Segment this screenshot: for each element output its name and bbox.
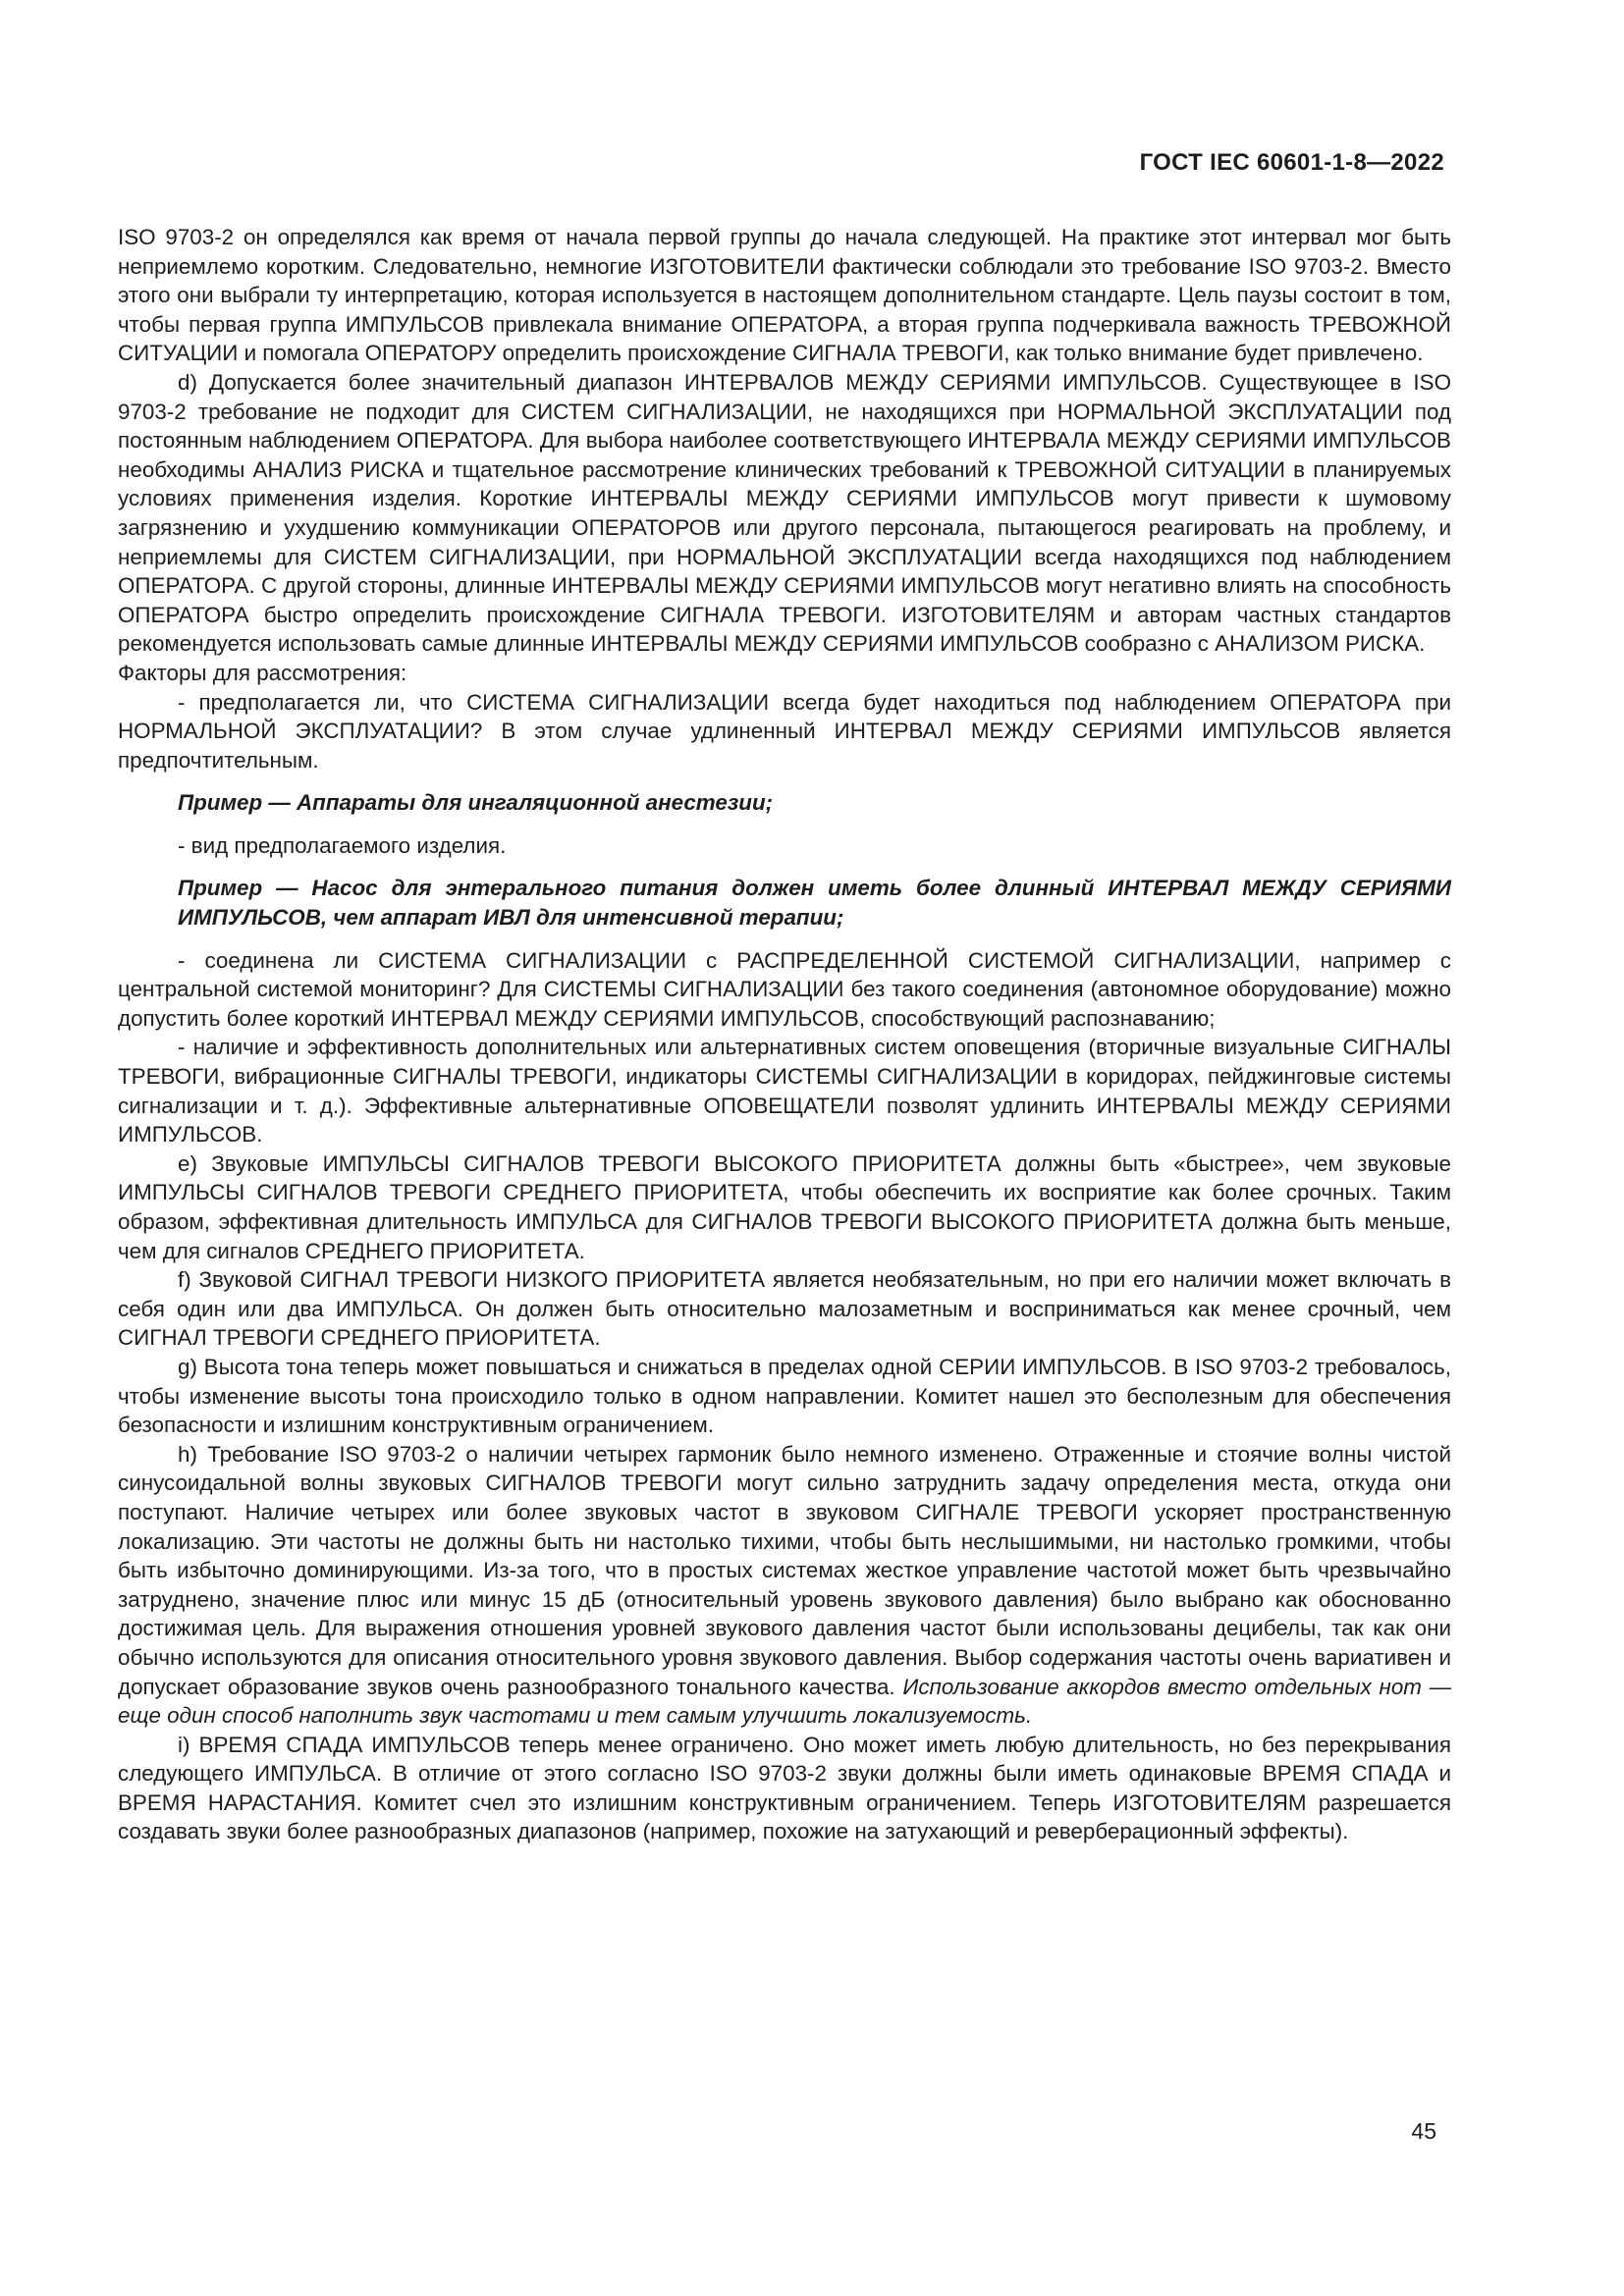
- paragraph-d: d) Допускается более значительный диапазон ИНТЕРВАЛОВ МЕЖДУ СЕРИЯМИ ИМПУЛЬСОВ. Существующее в ISO 9703-2 требование не подходит для СИСТЕМ СИГНАЛИЗАЦИИ, не находящихся при НОРМАЛЬНОЙ ЭКСПЛУАТАЦИИ под постоянным наблюдением ОПЕРАТОРА. Для выбора наиболее соответствующего ИНТЕРВАЛА МЕЖДУ СЕРИЯМИ ИМПУЛЬСОВ необходимы АНАЛИЗ РИСКА и тщательное рассмотрение клинических требований к ТРЕВОЖНОЙ СИТУАЦИИ в планируемых условиях применения изделия. Короткие ИНТЕРВАЛЫ МЕЖДУ СЕРИЯМИ ИМПУЛЬСОВ могут привести к шумовому загрязнению и ухудшению коммуникации ОПЕРАТОРОВ или другого персонала, пытающегося реагировать на проблему, и неприемлемы для СИСТЕМ СИГНАЛИЗАЦИИ, при НОРМАЛЬНОЙ ЭКСПЛУАТАЦИИ всегда находящихся под наблюдением ОПЕРАТОРА. С другой стороны, длинные ИНТЕРВАЛЫ МЕЖДУ СЕРИЯМИ ИМПУЛЬСОВ могут негативно влиять на способность ОПЕРАТОРА быстро определить происхождение СИГНАЛА ТРЕВОГИ. ИЗГОТОВИТЕЛЯМ и авторам частных стандартов рекомендуется использовать самые длинные ИНТЕРВАЛЫ МЕЖДУ СЕРИЯМИ ИМПУЛЬСОВ сообразно с АНАЛИЗОМ РИСКА.: [118, 369, 1451, 657]
- document-body: [118, 223, 1451, 1846]
- paragraph-h-text: h) Требование ISO 9703-2 о наличии четырех гармоник было немного изменено. Отраженные и стоячие волны чистой синусоидальной волны звуковых СИГНАЛОВ ТРЕВОГИ могут сильно затруднить задачу определения места, откуда они поступают. Наличие четырех или более звуковых частот в звуковом СИГНАЛЕ ТРЕВОГИ ускоряет пространственную локализацию. Эти частоты не должны быть ни настолько тихими, чтобы быть неслышимыми, ни настолько громкими, чтобы быть избыточно доминирующими. Из-за того, что в простых системах жесткое управление частотой может быть чрезвычайно затруднено, значение плюс или минус 15 дБ (относительный уровень звукового давления) было выбрано как обоснованно достижимая цель. Для выражения отношения уровней звукового давления частот были использованы децибелы, так как они обычно используются для описания относительного уровня звукового давления. Выбор содержания частоты очень вариативен и допускает образование звуков очень разнообразного тонального качества.: [118, 1441, 1451, 1699]
- list-item: - вид предполагаемого изделия.: [178, 832, 507, 858]
- example-note: Пример — Насос для энтерального питания должен иметь более длинный ИНТЕРВАЛ МЕЖДУ СЕРИЯМИ ИМПУЛЬСОВ, чем аппарат ИВЛ для интенсивной терапии;: [178, 876, 1451, 931]
- list-item: - наличие и эффективность дополнительных или альтернативных систем оповещения (вторичные визуальные СИГНАЛЫ ТРЕВОГИ, вибрационные СИГНАЛЫ ТРЕВОГИ, индикаторы СИСТЕМЫ СИГНАЛИЗАЦИИ в коридорах, пейджинговые системы сигнализации и т. д.). Эффективные альтернативные ОПОВЕЩАТЕЛИ позволят удлинить ИНТЕРВАЛЫ МЕЖДУ СЕРИЯМИ ИМПУЛЬСОВ.: [118, 1035, 1451, 1148]
- paragraph-g: g) Высота тона теперь может повышаться и снижаться в пределах одной СЕРИИ ИМПУЛЬСОВ. В ISO 9703-2 требовалось, чтобы изменение высоты тона происходило только в одном направлении. Комитет нашел это бесполезным для обеспечения безопасности и излишним конструктивным ограничением.: [118, 1354, 1451, 1438]
- page-number: 45: [1411, 2118, 1436, 2144]
- paragraph-f: f) Звуковой СИГНАЛ ТРЕВОГИ НИЗКОГО ПРИОРИТЕТА является необязательным, но при его наличии может включать в себя один или два ИМПУЛЬСА. Он должен быть относительно малозаметным и восприниматься как менее срочный, чем СИГНАЛ ТРЕВОГИ СРЕДНЕГО ПРИОРИТЕТА.: [118, 1267, 1451, 1351]
- paragraph-continuation: ISO 9703-2 он определялся как время от начала первой группы до начала следующей. На практике этот интервал мог быть неприемлемо коротким. Следовательно, немногие ИЗГОТОВИТЕЛИ фактически соблюдали это требование ISO 9703-2. Вместо этого они выбрали ту интерпретацию, которая используется в настоящем дополнительном стандарте. Цель паузы состоит в том, чтобы первая группа ИМПУЛЬСОВ привлекала внимание ОПЕРАТОРА, а вторая группа подчеркивала важность ТРЕВОЖНОЙ СИТУАЦИИ и помогала ОПЕРАТОРУ определить происхождение СИГНАЛА ТРЕВОГИ, как только внимание будет привлечено.: [118, 225, 1451, 366]
- paragraph-i: i) ВРЕМЯ СПАДА ИМПУЛЬСОВ теперь менее ограничено. Оно может иметь любую длительность, но без перекрывания следующего ИМПУЛЬСА. В отличие от этого согласно ISO 9703-2 звуки должны были иметь одинаковые ВРЕМЯ СПАДА и ВРЕМЯ НАРАСТАНИЯ. Комитет счел это излишним конструктивным ограничением. Теперь ИЗГОТОВИТЕЛЯМ разрешается создавать звуки более разнообразных диапазонов (например, похожие на затухающий и реверберационный эффекты).: [118, 1732, 1451, 1844]
- standard-header: ГОСТ IEC 60601-1-8—2022: [1139, 149, 1444, 176]
- paragraph-h-italic: Использование аккордов вместо отдельных нот — еще один способ наполнить звук частотами и тем самым улучшить локализуемость.: [118, 1674, 1451, 1729]
- paragraph-e: e) Звуковые ИМПУЛЬСЫ СИГНАЛОВ ТРЕВОГИ ВЫСОКОГО ПРИОРИТЕТА должны быть «быстрее», чем звуковые ИМПУЛЬСЫ СИГНАЛОВ ТРЕВОГИ СРЕДНЕГО ПРИОРИТЕТА, чтобы обеспечить их восприятие как более срочных. Таким образом, эффективная длительность ИМПУЛЬСА для СИГНАЛОВ ТРЕВОГИ ВЫСОКОГО ПРИОРИТЕТА должна быть меньше, чем для сигналов СРЕДНЕГО ПРИОРИТЕТА.: [118, 1150, 1451, 1263]
- list-item: - предполагается ли, что СИСТЕМА СИГНАЛИЗАЦИИ всегда будет находиться под наблюдением ОПЕРАТОРА при НОРМАЛЬНОЙ ЭКСПЛУАТАЦИИ? В этом случае удлиненный ИНТЕРВАЛ МЕЖДУ СЕРИЯМИ ИМПУЛЬСОВ является предпочтительным.: [118, 689, 1451, 773]
- list-item: - соединена ли СИСТЕМА СИГНАЛИЗАЦИИ с РАСПРЕДЕЛЕННОЙ СИСТЕМОЙ СИГНАЛИЗАЦИИ, например с центральной системой мониторинг? Для СИСТЕМЫ СИГНАЛИЗАЦИИ без такого соединения (автономное оборудование) можно допустить более короткий ИНТЕРВАЛ МЕЖДУ СЕРИЯМИ ИМПУЛЬСОВ, способствующий распознаванию;: [118, 947, 1451, 1031]
- factors-heading: Факторы для рассмотрения:: [118, 660, 407, 685]
- paragraph-h: [118, 1440, 1451, 1731]
- example-note: Пример — Аппараты для ингаляционной анестезии;: [178, 790, 774, 816]
